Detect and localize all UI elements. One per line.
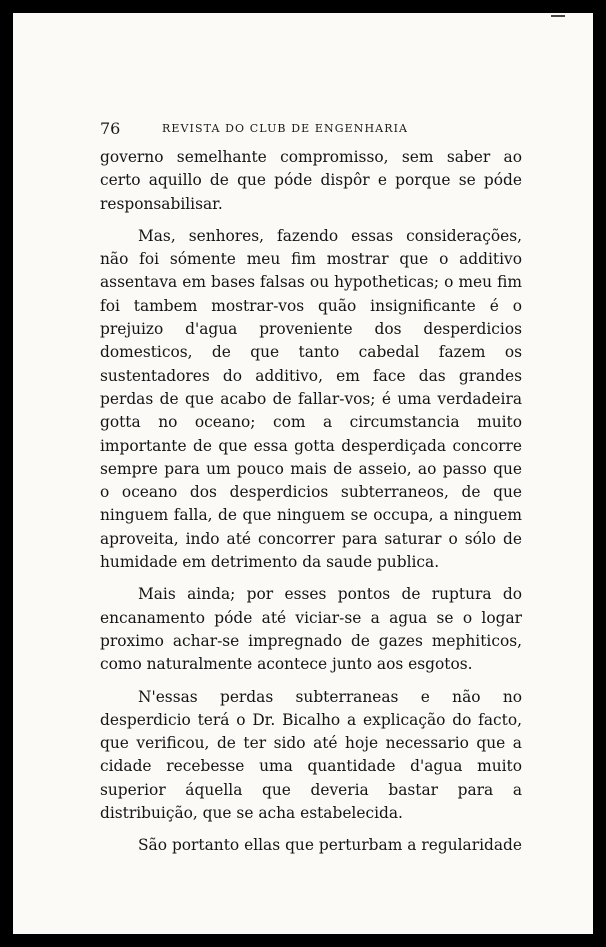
paragraph-truncated: São portanto ellas que perturbam a regularidade — [138, 836, 522, 855]
document-page — [13, 13, 593, 934]
page-number: 76 — [100, 119, 121, 138]
paragraph: Mas, senhores, fazendo essas considerações, não foi sómente meu fim mostrar que o additivo assentava em bases falsas ou hypotheticas; o meu fim foi tambem mostrar-vos quão insignificante é o prejuizo d'agua proveniente dos desperdicios domesticos, de que tanto cabedal fazem os sustentadores do additivo, em face das grandes perdas de que acabo de fallar-vos; é uma verdadeira gotta no oceano; com a circumstancia muito importante de que essa gotta desperdiçada concorre sempre para um pouco mais de asseio, ao passo que o oceano dos desperdicios subterraneos, de que ninguem falla, de que ninguem se occupa, a ninguem aproveita, indo até concorrer para saturar o sólo de humidade em detrimento da saude publica. — [100, 226, 522, 572]
paragraph-continuation: governo semelhante compromisso, sem saber ao certo aquillo de que póde dispôr e porque se póde responsabilisar. — [100, 148, 522, 213]
page-header — [100, 119, 520, 139]
paragraph: N'essas perdas subterraneas e não no desperdicio terá o Dr. Bicalho a explicação do facto, que verificou, de ter sido até hoje necessario que a cidade recebesse uma quantidade d'agua muito superior áquella que deveria bastar para a distribuição, que se acha estabelecida. — [100, 687, 522, 823]
corner-mark — [551, 15, 565, 17]
paragraph: Mais ainda; por esses pontos de ruptura do encanamento póde até viciar-se a agua se o logar proximo achar-se impregnado de gazes mephiticos, como naturalmente acontece junto aos esgotos. — [100, 585, 522, 674]
body-text — [100, 146, 522, 867]
running-title: REVISTA DO CLUB DE ENGENHARIA — [162, 122, 409, 135]
